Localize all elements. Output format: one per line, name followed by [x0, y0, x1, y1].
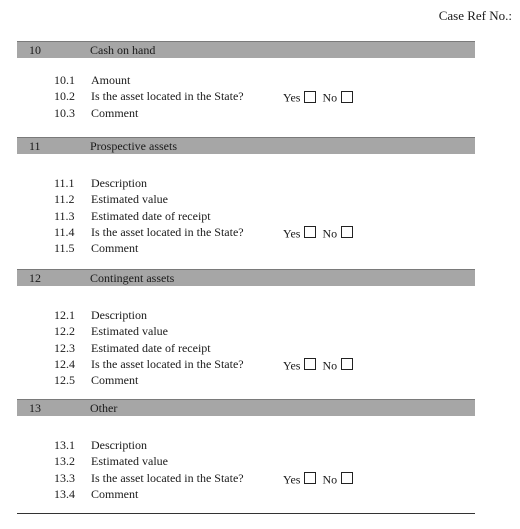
section-items: [17, 437, 475, 502]
item-label: Comment: [91, 486, 139, 501]
yes-no-group: [283, 88, 359, 105]
item-label: Estimated date of receipt: [91, 340, 211, 355]
no-label: No: [322, 358, 338, 373]
item-row: [17, 486, 475, 502]
item-label: Is the asset located in the State?: [91, 470, 244, 485]
section-title: Other: [90, 401, 118, 415]
item-number: 13.3: [54, 470, 75, 485]
item-row: [17, 307, 475, 323]
yes-label: Yes: [283, 90, 301, 105]
item-number: 13.2: [54, 454, 75, 469]
item-row: [17, 340, 475, 356]
item-number: 12.1: [54, 308, 75, 322]
yes-checkbox[interactable]: [304, 91, 316, 103]
section-title: Prospective assets: [90, 139, 177, 153]
section-number: 10: [29, 43, 41, 57]
yes-checkbox[interactable]: [304, 472, 316, 484]
item-number: 13.1: [54, 438, 75, 452]
item-number: 11.3: [54, 208, 75, 223]
no-checkbox[interactable]: [341, 472, 353, 484]
no-label: No: [322, 471, 338, 486]
item-row: [17, 372, 475, 388]
yes-label: Yes: [283, 226, 301, 241]
section-items: [17, 175, 475, 256]
item-number: 11.5: [54, 241, 75, 256]
bottom-rule: [17, 513, 475, 514]
item-label: Comment: [91, 241, 139, 256]
item-number: 11.4: [54, 224, 75, 239]
item-label: Is the asset located in the State?: [91, 356, 244, 371]
section-11: [17, 137, 475, 256]
no-checkbox[interactable]: [341, 358, 353, 370]
item-row: [17, 175, 475, 191]
item-number: 10.3: [54, 105, 75, 120]
item-number: 12.4: [54, 356, 75, 371]
item-label: Estimated value: [91, 324, 168, 339]
section-header: [17, 399, 475, 416]
item-row: [17, 208, 475, 224]
item-number: 12.2: [54, 324, 75, 339]
yes-no-group: [283, 224, 359, 241]
section-header: [17, 269, 475, 286]
section-13: [17, 399, 475, 502]
section-12: [17, 269, 475, 388]
item-row: [17, 240, 475, 256]
item-row: [17, 453, 475, 469]
section-title: Cash on hand: [90, 43, 156, 57]
item-label: Estimated date of receipt: [91, 208, 211, 223]
item-label: Amount: [91, 73, 131, 87]
yes-label: Yes: [283, 358, 301, 373]
item-label: Estimated value: [91, 192, 168, 207]
item-row: [17, 88, 475, 104]
case-ref-label: Case Ref No.:: [438, 8, 512, 23]
item-label: Is the asset located in the State?: [91, 224, 244, 239]
item-label: Description: [91, 438, 147, 452]
section-number: 12: [29, 271, 41, 285]
no-checkbox[interactable]: [341, 91, 353, 103]
item-label: Comment: [91, 105, 139, 120]
item-row: [17, 224, 475, 240]
item-number: 11.1: [54, 176, 75, 190]
section-10: [17, 41, 475, 121]
yes-checkbox[interactable]: [304, 226, 316, 238]
item-row: [17, 105, 475, 121]
item-number: 12.5: [54, 373, 75, 388]
section-title: Contingent assets: [90, 271, 175, 285]
item-label: Is the asset located in the State?: [91, 89, 244, 104]
item-number: 10.1: [54, 73, 75, 87]
section-header: [17, 137, 475, 154]
item-label: Description: [91, 308, 147, 322]
yes-label: Yes: [283, 471, 301, 486]
no-label: No: [322, 90, 338, 105]
section-items: [17, 72, 475, 121]
yes-checkbox[interactable]: [304, 358, 316, 370]
item-row: [17, 191, 475, 207]
yes-no-group: [283, 470, 359, 487]
section-number: 13: [29, 401, 41, 415]
item-label: Estimated value: [91, 454, 168, 469]
item-row: [17, 470, 475, 486]
yes-no-group: [283, 356, 359, 373]
no-label: No: [322, 226, 338, 241]
item-number: 12.3: [54, 340, 75, 355]
section-items: [17, 307, 475, 388]
no-checkbox[interactable]: [341, 226, 353, 238]
section-number: 11: [29, 139, 41, 153]
item-label: Comment: [91, 373, 139, 388]
item-row: [17, 356, 475, 372]
item-row: [17, 323, 475, 339]
item-row: [17, 72, 475, 88]
item-label: Description: [91, 176, 147, 190]
item-number: 10.2: [54, 89, 75, 104]
item-number: 11.2: [54, 192, 75, 207]
section-header: [17, 41, 475, 58]
item-row: [17, 437, 475, 453]
item-number: 13.4: [54, 486, 75, 501]
